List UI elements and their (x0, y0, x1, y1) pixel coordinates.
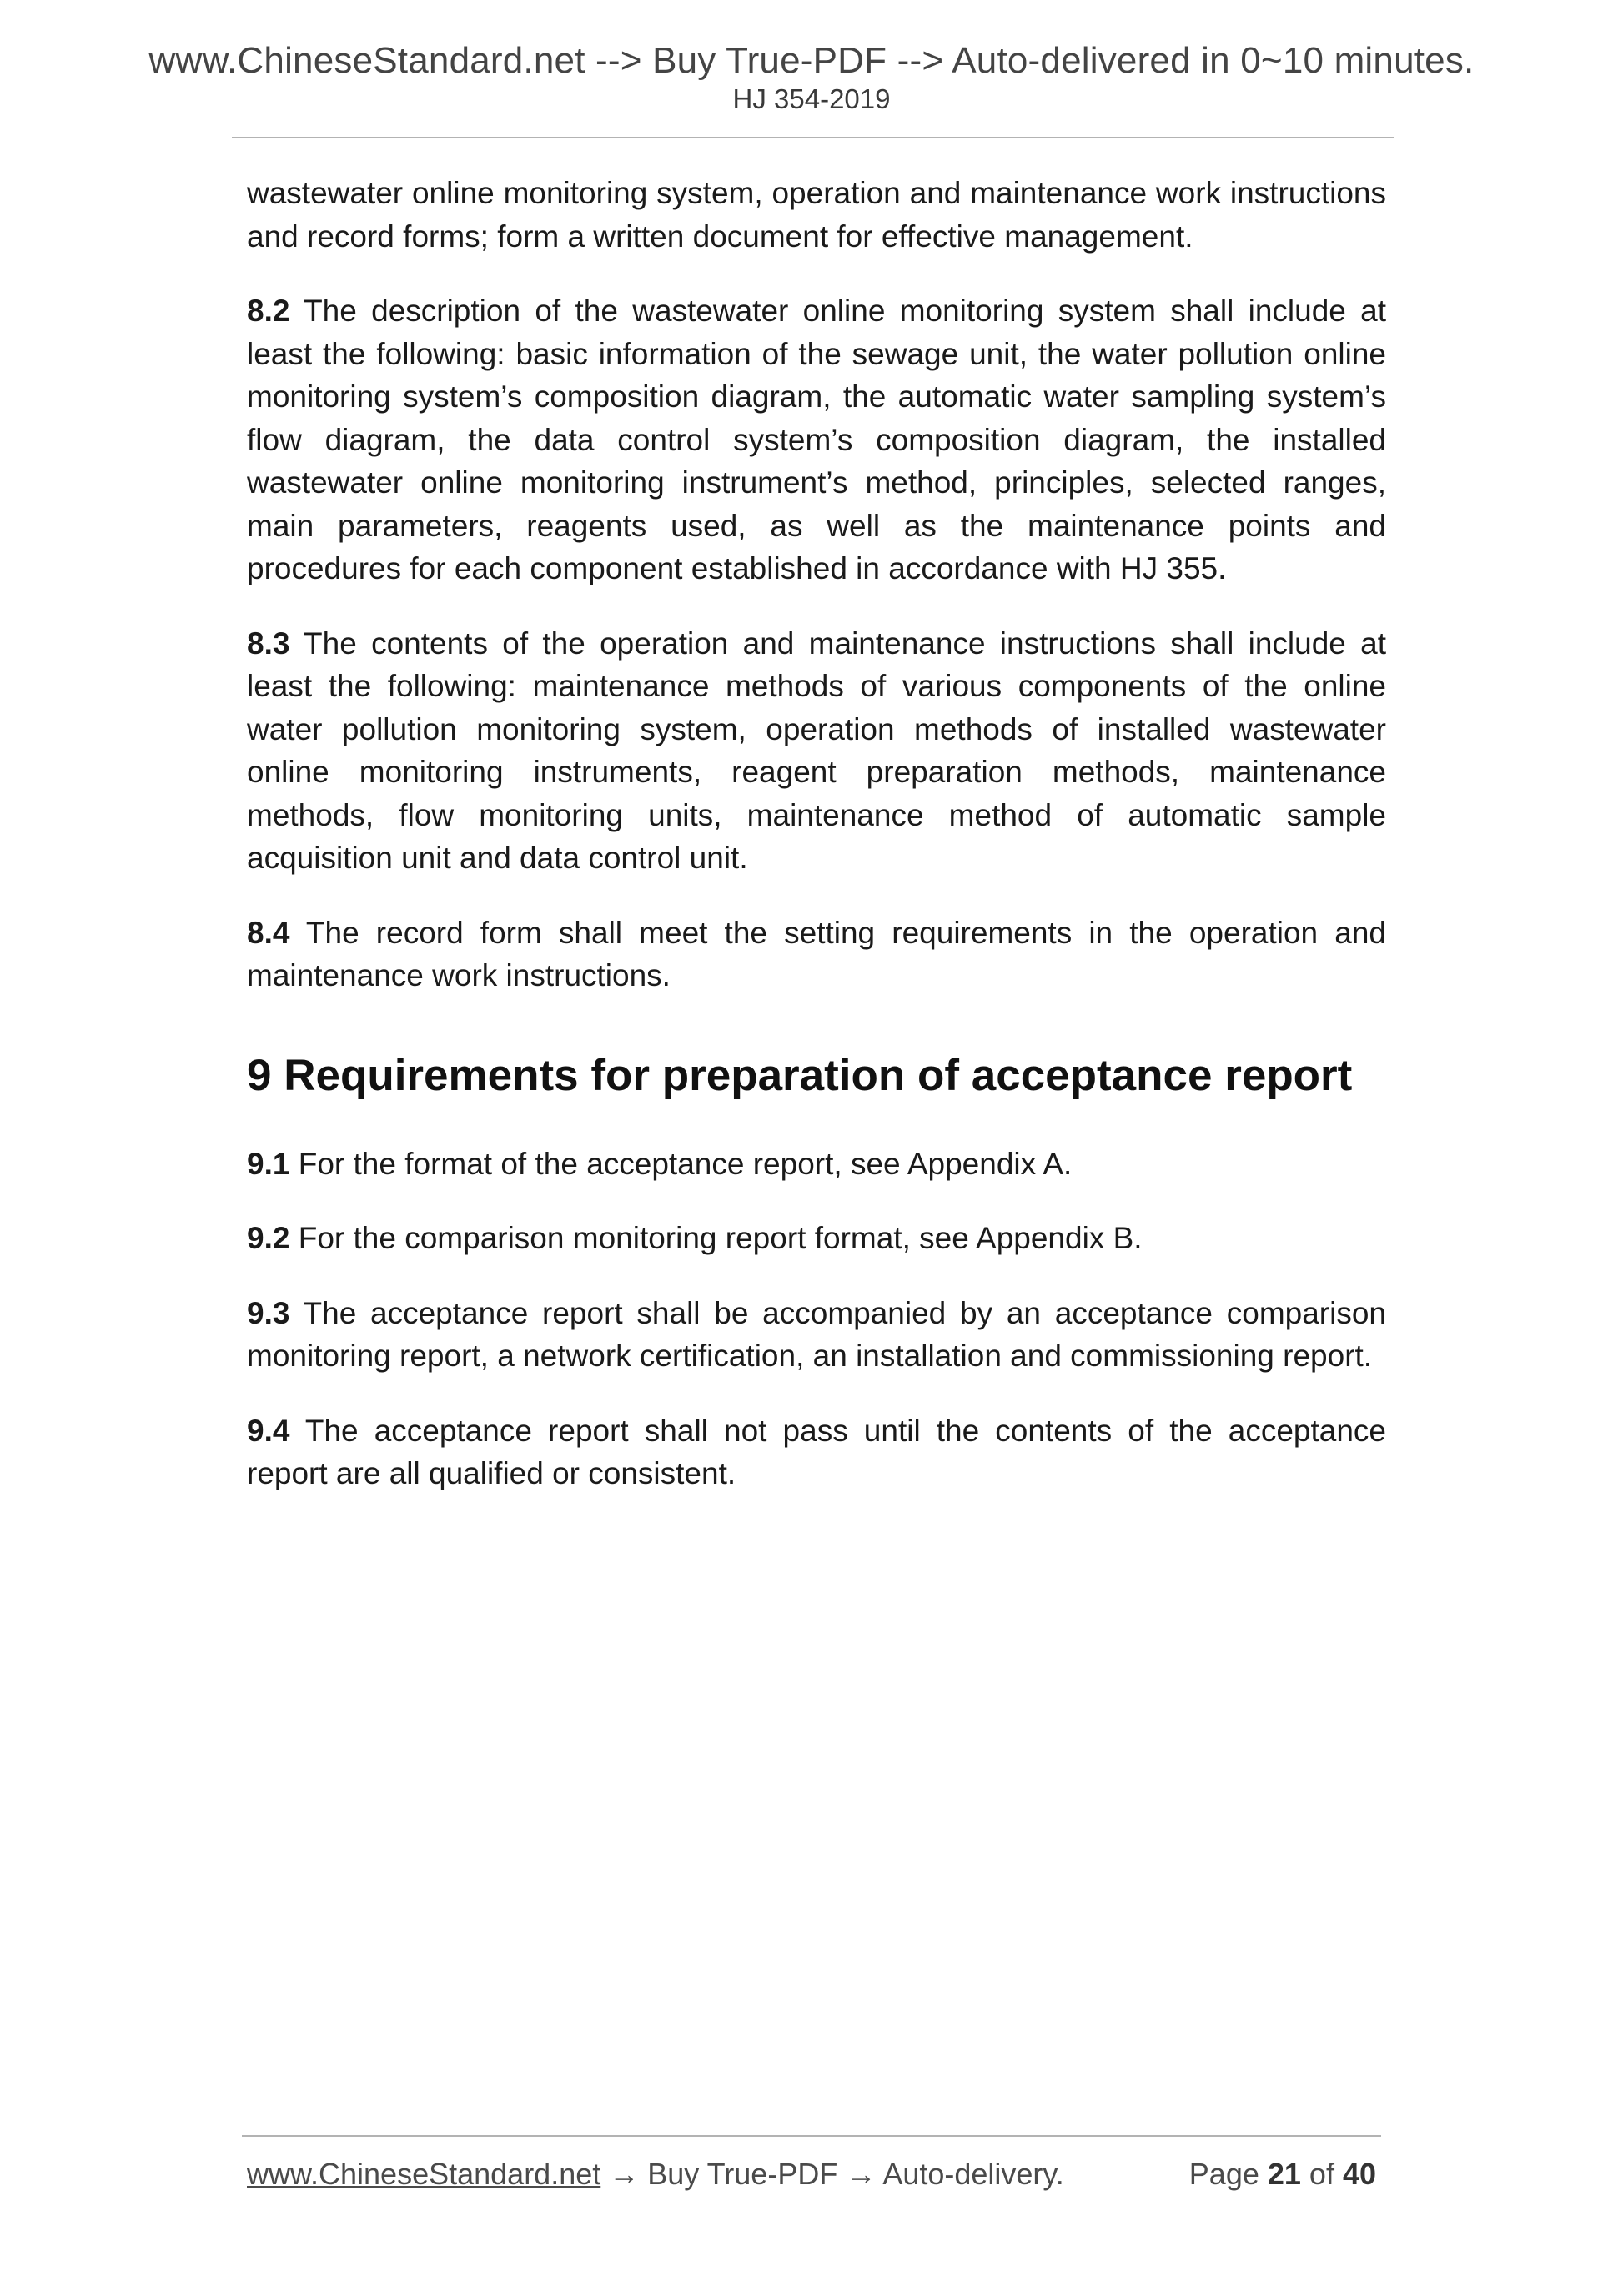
page-total: 40 (1342, 2157, 1376, 2191)
clause-9-3 (247, 1292, 1386, 1378)
clause-text: The acceptance report shall not pass until the contents of the acceptance report are all qualified or consistent. (247, 1413, 1386, 1490)
clause-number: 9.1 (247, 1146, 290, 1181)
footer-divider (242, 2135, 1381, 2137)
clause-text: For the comparison monitoring report format, see Appendix B. (289, 1221, 1143, 1255)
clause-number: 8.4 (247, 915, 290, 950)
clause-8-3 (247, 622, 1386, 880)
intro-paragraph: wastewater online monitoring system, operation and maintenance work instructions and record forms; form a written document for effective management. (247, 176, 1386, 254)
clause-8-4 (247, 912, 1386, 997)
clause-number: 8.3 (247, 625, 290, 661)
of-label: of (1300, 2157, 1343, 2191)
clause-9-2 (247, 1217, 1386, 1260)
document-body (247, 172, 1386, 1527)
clause-9-1 (247, 1143, 1386, 1186)
page-footer (247, 2157, 1376, 2192)
clause-text: The description of the wastewater online monitoring system shall include at least the following: basic information of the sewage unit, the water pollution online monitoring system’s composition diagram, the automatic water sampling system’s flow diagram, the data control system’s composition diagram, the installed wastewater online monitoring instrument’s method, principles, selected ranges, main parameters, reagents used, as well as the maintenance points and procedures for each component established in accordance with HJ 355. (247, 294, 1386, 585)
clause-number: 8.2 (247, 294, 290, 328)
clause-number: 9.3 (247, 1295, 290, 1330)
clause-text: The contents of the operation and maintenance instructions shall include at least the following: maintenance methods of various components of the online water pollution monitoring system, operation methods of installed wastewater online monitoring instruments, reagent preparation methods, maintenance methods, flow monitoring units, maintenance method of automatic sample acquisition unit and data control unit. (247, 625, 1386, 875)
footer-promo (247, 2157, 1064, 2192)
clause-text: The record form shall meet the setting requirements in the operation and maintenance work instructions. (247, 915, 1386, 992)
clause-number: 9.2 (247, 1221, 290, 1255)
clause-text: For the format of the acceptance report, see Appendix A. (289, 1146, 1073, 1181)
section-9-heading: 9 Requirements for preparation of acceptance report (247, 1050, 1353, 1100)
clause-9-4 (247, 1409, 1386, 1495)
clause-8-2 (247, 289, 1386, 590)
document-code: HJ 354-2019 (732, 83, 891, 114)
top-banner: www.ChineseStandard.net --> Buy True-PDF --> Auto-delivered in 0~10 minutes. (148, 40, 1475, 81)
page-number: 21 (1267, 2157, 1301, 2191)
clause-text: The acceptance report shall be accompanied by an acceptance comparison monitoring report, a network certification, an installation and commissioning report. (247, 1295, 1386, 1373)
page-indicator (1189, 2157, 1376, 2192)
footer-tagline: → Buy True-PDF → Auto-delivery. (600, 2157, 1064, 2191)
clause-number: 9.4 (247, 1413, 290, 1448)
page-label: Page (1188, 2157, 1268, 2191)
site-link[interactable]: www.ChineseStandard.net (247, 2157, 601, 2191)
header-divider (232, 137, 1394, 138)
